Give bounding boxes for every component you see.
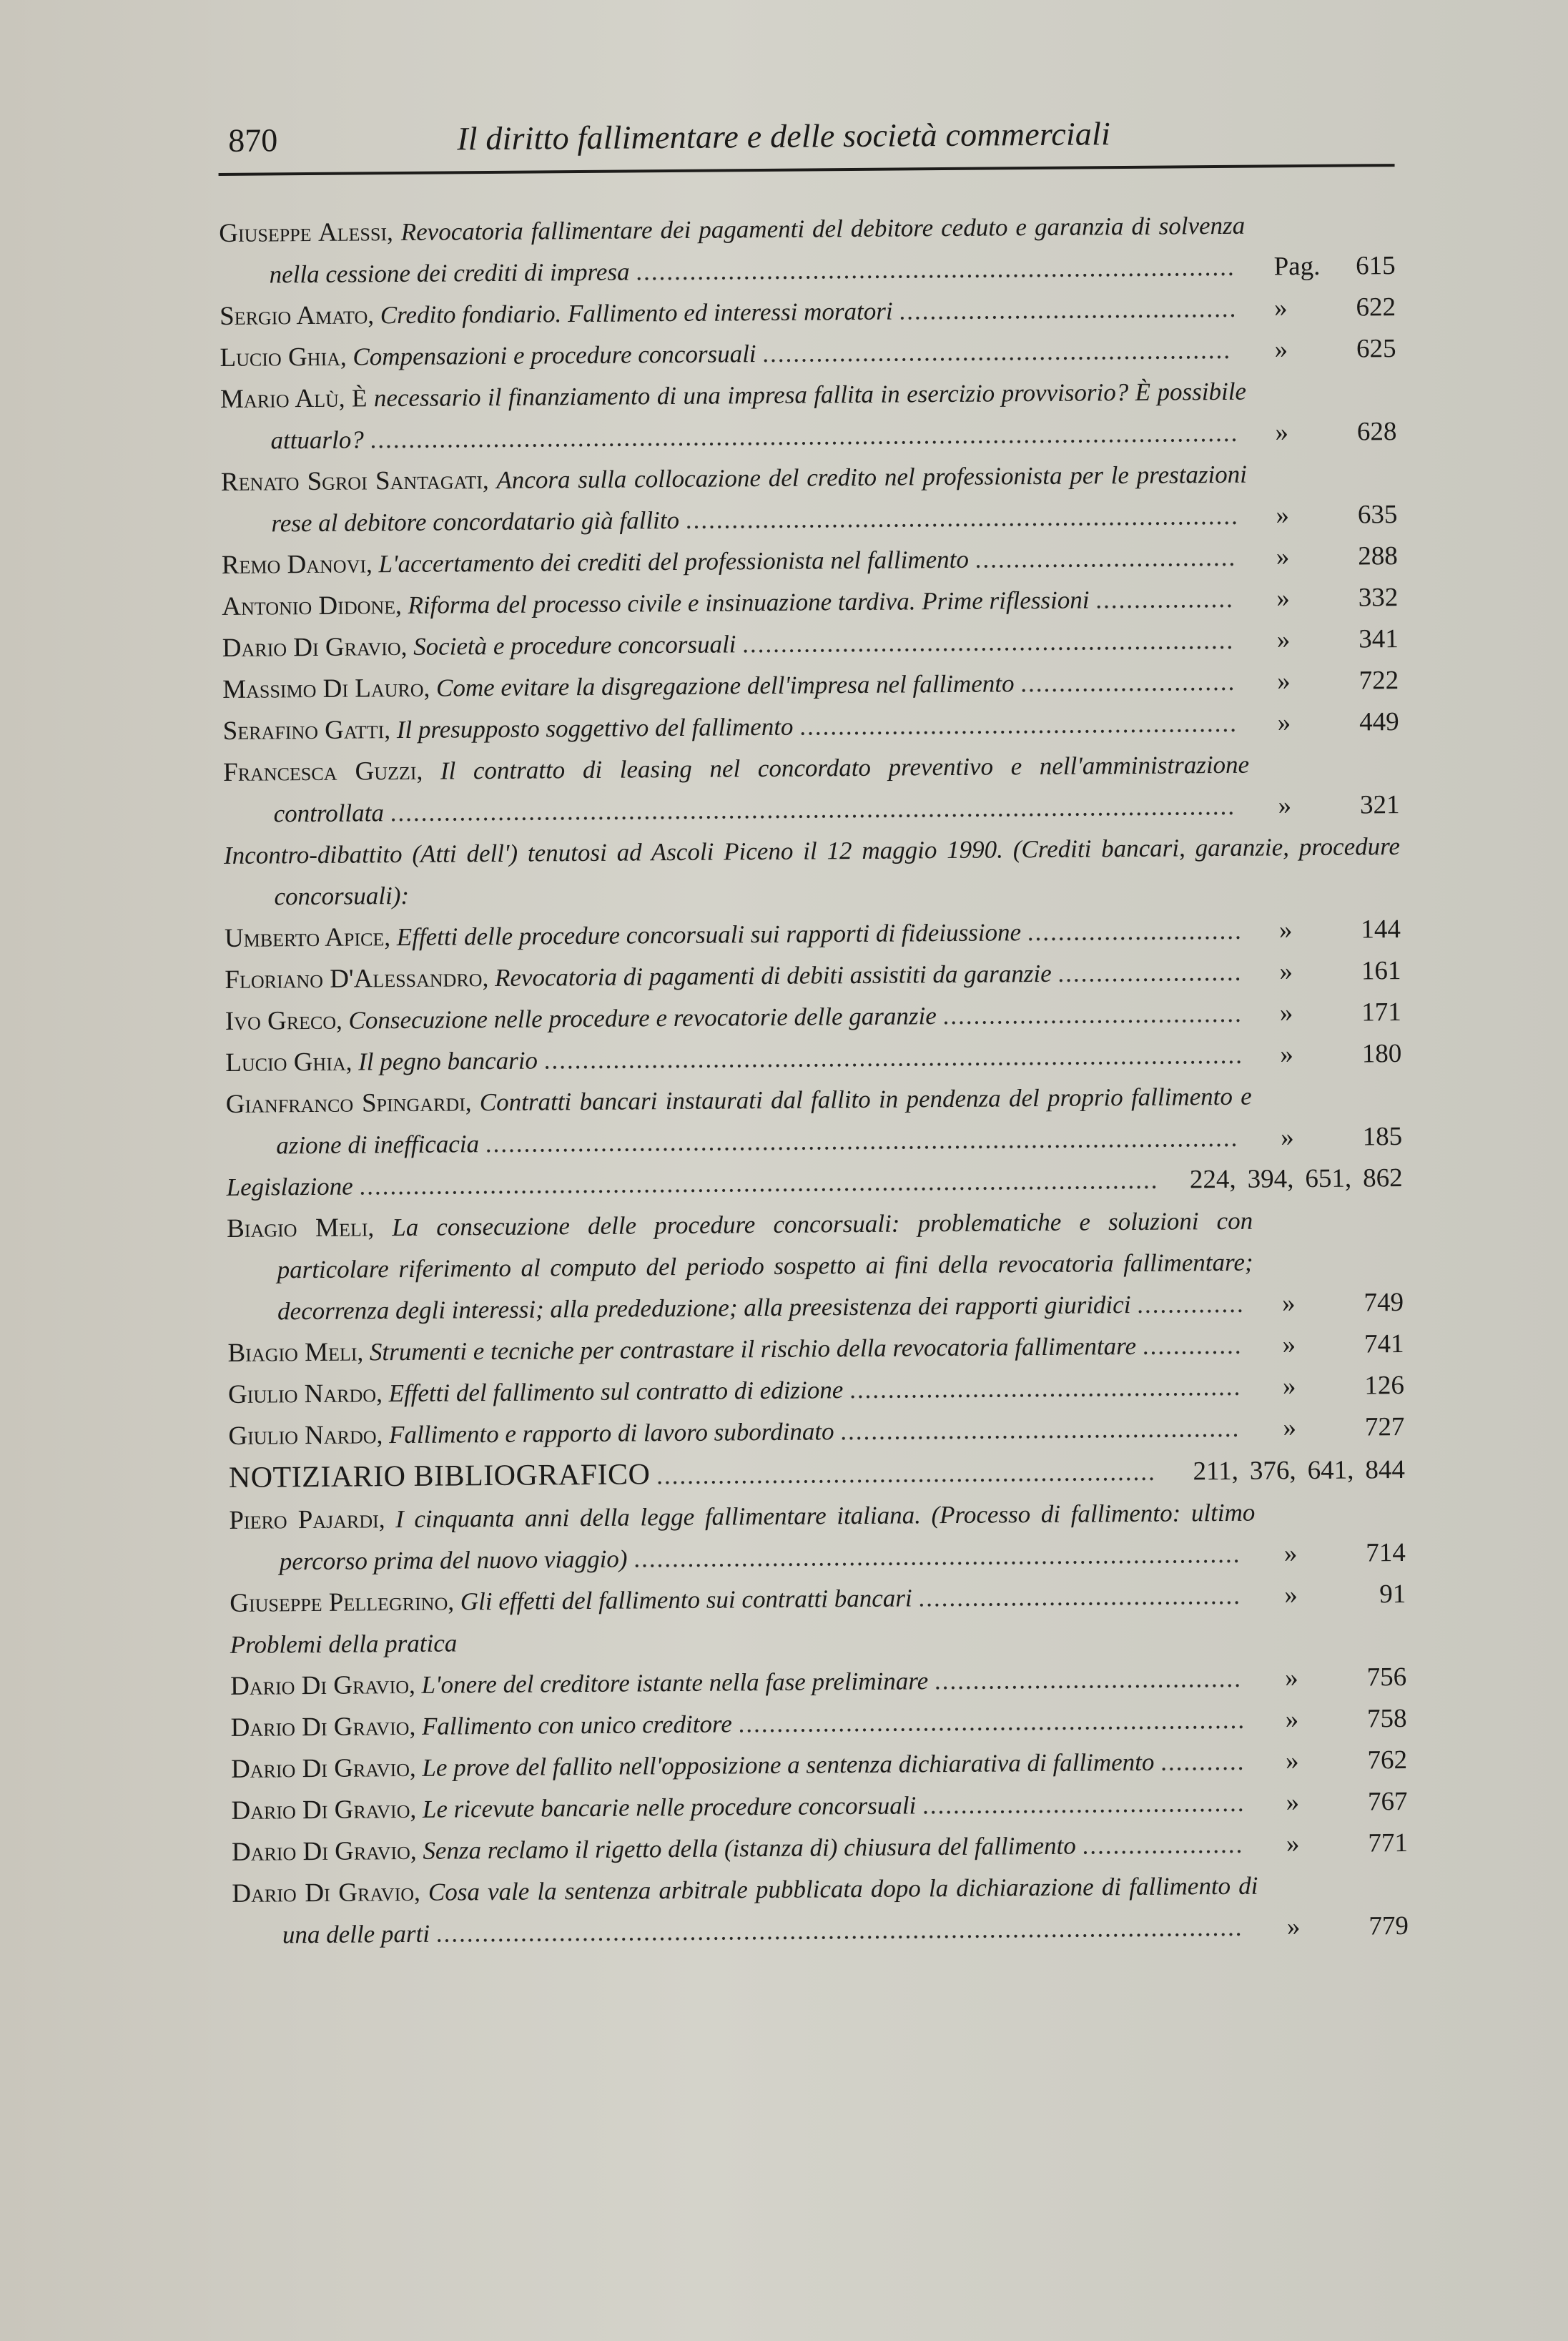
dot-leader: .................................................... xyxy=(840,1414,1241,1446)
article-title: L'accertamento dei crediti del professionista nel fallimento xyxy=(378,545,970,578)
author-name: Remo Danovi xyxy=(221,549,367,580)
table-of-contents xyxy=(219,204,1409,1956)
page-reference xyxy=(1283,1365,1404,1407)
entry-body xyxy=(224,826,1401,918)
page-number: 749 xyxy=(1364,1288,1404,1318)
page-number: 779 xyxy=(1369,1911,1409,1941)
page-reference xyxy=(1286,1823,1408,1865)
toc-entry xyxy=(226,1075,1403,1167)
page-number: 625 xyxy=(1356,334,1396,364)
page-number: 741 xyxy=(1364,1329,1404,1359)
dot-leader: .................................. xyxy=(975,543,1237,573)
page-number: 615 xyxy=(1355,251,1396,281)
dot-leader: .................................................................. xyxy=(738,1705,1246,1738)
author-name: Mario Alù xyxy=(220,383,339,414)
author-name: Francesca Guzzi xyxy=(222,756,417,787)
author-name: Dario Di Gravio xyxy=(232,1877,415,1908)
toc-entry xyxy=(223,743,1400,835)
dot-leader: ............................................................. xyxy=(762,335,1232,368)
author-name: Piero Pajardi xyxy=(229,1504,379,1535)
page-reference xyxy=(1274,328,1396,370)
toc-entry xyxy=(227,1199,1404,1333)
article-title: Strumenti e tecniche per contrastare il rischio della revocatoria fallimentare xyxy=(369,1331,1137,1366)
page-number: 628 xyxy=(1356,417,1397,447)
entry-body: Ivo Greco, Consecuzione nelle procedure e revocatorie delle garanzie ....................................... xyxy=(225,999,1243,1036)
page-reference xyxy=(1279,950,1401,992)
dot-leader: ........................................ xyxy=(934,1664,1243,1695)
author-name: Lucio Ghia xyxy=(220,342,341,373)
page-prefix: » xyxy=(1276,501,1290,531)
page-number: 762 xyxy=(1367,1745,1408,1775)
article-title: Cosa vale la sentenza arbitrale pubblicata dopo la dichiarazione di fallimento di una delle parti xyxy=(282,1871,1258,1949)
page-reference: 224, xyxy=(1189,1164,1236,1195)
page-prefix: » xyxy=(1282,1330,1296,1360)
dot-leader: ........................................................................................................ xyxy=(359,1165,1159,1201)
author-name: Dario Di Gravio xyxy=(231,1835,411,1867)
page-number: 756 xyxy=(1366,1662,1407,1692)
dot-leader: ............................ xyxy=(1020,667,1236,698)
entry-body: Antonio Didone, Riforma del processo civile e insinuazione tardiva. Prime riflessioni .................. xyxy=(222,584,1234,621)
page-number: 722 xyxy=(1359,666,1399,696)
dot-leader: ............. xyxy=(1142,1331,1243,1360)
entry-body: Lucio Ghia, Il pegno bancario ........................................................................................... xyxy=(225,1040,1244,1078)
article-title: I cinquanta anni della legge fallimentare italiana. (Processo di fallimento: ultimo percorso prima del nuovo viaggio) xyxy=(279,1498,1256,1576)
page-prefix: » xyxy=(1274,335,1288,365)
page-reference xyxy=(1286,1781,1407,1823)
page-prefix: » xyxy=(1279,998,1293,1028)
page-number: 771 xyxy=(1368,1828,1409,1858)
page-reference xyxy=(1277,660,1399,702)
author-name: Umberto Apice xyxy=(224,922,385,953)
running-head xyxy=(218,112,1395,176)
dot-leader: ............................................................................... xyxy=(633,1539,1241,1573)
article-title: Le ricevute bancarie nelle procedure concorsuali xyxy=(422,1791,917,1823)
author-name: Dario Di Gravio xyxy=(230,1753,410,1784)
entry-body: Floriano D'Alessandro, Revocatoria di pagamenti di debiti assistiti da garanzie ........................ xyxy=(225,957,1243,995)
page-prefix: Pag. xyxy=(1273,251,1321,282)
page-reference xyxy=(1280,1033,1401,1075)
page-number: 180 xyxy=(1361,1039,1402,1069)
author-name: Dario Di Gravio xyxy=(230,1711,410,1743)
author-name: Dario Di Gravio xyxy=(230,1670,410,1701)
author-name: Antonio Didone xyxy=(222,591,396,621)
page-number: 91 xyxy=(1379,1579,1406,1610)
entry-body: Gianfranco Spingardi, Contratti bancari instaurati dal fallito in pendenza del proprio fallimento e azione di inefficacia .................................................................................................. xyxy=(225,1082,1252,1160)
entry-body: Serafino Gatti, Il presupposto soggettivo del fallimento ......................................................... xyxy=(222,709,1238,746)
dot-leader: ........... xyxy=(1160,1747,1246,1776)
page-prefix: » xyxy=(1285,1746,1299,1776)
page-prefix: » xyxy=(1286,1829,1300,1859)
dot-leader: ..................... xyxy=(1082,1830,1244,1860)
article-title: Consecuzione nelle procedure e revocatorie delle garanzie xyxy=(348,1002,937,1035)
page-reference xyxy=(1283,1406,1404,1449)
page-reference xyxy=(1286,1740,1407,1782)
page-number: 727 xyxy=(1364,1412,1405,1442)
page-reference: 641, xyxy=(1307,1455,1354,1486)
page-reference xyxy=(1276,536,1398,578)
page-reference xyxy=(1284,1532,1406,1574)
entry-body xyxy=(229,1450,1169,1500)
page-number: 635 xyxy=(1357,500,1398,530)
page-number: 126 xyxy=(1364,1371,1405,1401)
page-reference xyxy=(1285,1698,1406,1740)
page-reference xyxy=(1274,287,1396,329)
page-prefix: » xyxy=(1284,1663,1298,1693)
page-reference: 376, xyxy=(1249,1456,1296,1486)
author-name: Dario Di Gravio xyxy=(222,632,401,663)
page-prefix: » xyxy=(1276,583,1290,613)
page-prefix: » xyxy=(1273,293,1288,323)
entry-body: Renato Sgroi Santagati, Ancora sulla collocazione del credito nel professionista per le prestazioni rese al debitore concordatario già fallito ........................................................................ xyxy=(220,460,1248,538)
page-reference xyxy=(1285,1657,1406,1699)
dot-leader: ........................................................................................... xyxy=(543,1040,1244,1075)
dot-leader: ......................................................... xyxy=(799,709,1238,741)
article-title: Ancora sulla collocazione del credito nel professionista per le prestazioni rese al debitore concordatario già fallito xyxy=(271,460,1248,538)
page-reference xyxy=(1280,992,1401,1034)
running-title: Il diritto fallimentare e delle società commerciali xyxy=(456,115,1111,157)
entry-body: Dario Di Gravio, Fallimento con unico creditore .................................................................. xyxy=(230,1705,1246,1743)
page-number: 622 xyxy=(1356,292,1396,322)
toc-entry xyxy=(219,204,1396,296)
entry-body: Remo Danovi, L'accertamento dei crediti del professionista nel fallimento .................................. xyxy=(221,543,1237,580)
author-name: Sergio Amato xyxy=(219,300,368,331)
dot-leader: ....................................... xyxy=(942,999,1243,1030)
page-reference xyxy=(1279,909,1401,951)
entry-body: Umberto Apice, Effetti delle procedure concorsuali sui rapporti di fideiussione ............................ xyxy=(224,916,1243,953)
toc-entry xyxy=(232,1864,1409,1956)
entry-body xyxy=(226,1160,1166,1208)
author-name: Renato Sgroi Santagati xyxy=(220,465,483,497)
article-title: necessario il finanziamento di una impresa fallita in esercizio provvisorio? È possibile attuarlo? xyxy=(270,377,1247,455)
author-name: Massimo Di Lauro xyxy=(222,673,424,704)
toc-entry xyxy=(221,453,1398,545)
article-title: Contratti bancari instaurati dal fallito in pendenza del proprio fallimento e azione di inefficacia xyxy=(276,1082,1252,1160)
dot-leader: ........................ xyxy=(1057,957,1243,987)
page-number: 332 xyxy=(1358,583,1399,613)
entry-body: Dario Di Gravio, Le prove del fallito nell'opposizione a sentenza dichiarativa di fallimento ........... xyxy=(230,1747,1246,1784)
page-references xyxy=(1193,1449,1405,1492)
article-title: Le prove del fallito nell'opposizione a sentenza dichiarativa di fallimento xyxy=(422,1748,1155,1782)
toc-entry xyxy=(220,370,1397,462)
page-reference xyxy=(1281,1116,1402,1158)
page-number: 449 xyxy=(1359,707,1399,737)
page-number: 714 xyxy=(1366,1538,1406,1568)
page-reference xyxy=(1282,1282,1404,1324)
article-title: Il pegno bancario xyxy=(358,1046,538,1076)
page-reference: 211, xyxy=(1193,1456,1239,1487)
entry-body: Piero Pajardi, I cinquanta anni della legge fallimentare italiana. (Processo di fallimento: ultimo percorso prima del nuovo viaggio) ............................................................................... xyxy=(229,1498,1256,1576)
toc-entry xyxy=(229,1491,1406,1583)
page-prefix: » xyxy=(1280,1040,1293,1070)
page-prefix: » xyxy=(1285,1705,1299,1735)
page-reference: 651, xyxy=(1305,1163,1352,1194)
page-reference xyxy=(1276,577,1398,619)
article-title: L'onere del creditore istante nella fase preliminare xyxy=(421,1667,929,1699)
article-title: Compensazioni e procedure concorsuali xyxy=(352,340,756,371)
entry-body: Dario Di Gravio, L'onere del creditore istante nella fase preliminare ........................................ xyxy=(230,1664,1243,1701)
dot-leader: ................................................................. xyxy=(656,1457,1156,1490)
entry-body: Giulio Nardo, Fallimento e rapporto di lavoro subordinato .................................................... xyxy=(228,1414,1241,1451)
page-number: 321 xyxy=(1359,790,1400,820)
book-page xyxy=(218,112,1409,1956)
article-title: Fallimento con unico creditore xyxy=(421,1710,732,1740)
page-number: 758 xyxy=(1366,1704,1407,1734)
page-prefix: » xyxy=(1276,625,1291,655)
dot-leader: ................................................... xyxy=(849,1372,1242,1404)
page-reference xyxy=(1284,1574,1406,1616)
author-name: Lucio Ghia xyxy=(225,1047,346,1078)
section-heading: Legislazione xyxy=(226,1172,353,1201)
page-reference: 844 xyxy=(1365,1455,1406,1485)
page-number: 161 xyxy=(1361,956,1401,986)
page-prefix: » xyxy=(1278,791,1292,821)
page-prefix: » xyxy=(1275,418,1289,448)
article-title: Il contratto di leasing nel concordato preventivo e nell'amministrazione controllata xyxy=(273,750,1250,828)
article-title: Fallimento e rapporto di lavoro subordinato xyxy=(388,1417,834,1449)
article-title: Come evitare la disgregazione dell'impresa nel fallimento xyxy=(435,669,1015,702)
entry-body: Dario Di Gravio, Le ricevute bancarie nelle procedure concorsuali .......................................... xyxy=(231,1788,1246,1825)
entry-body: Francesca Guzzi, Il contratto di leasing nel concordato preventivo e nell'amministrazione controllata .............................................................................................................. xyxy=(222,750,1250,828)
page-prefix: » xyxy=(1278,915,1293,945)
article-title: Effetti del fallimento sul contratto di edizione xyxy=(388,1376,844,1408)
section-heading: Incontro-dibattito (Atti dell') tenutosi ad Ascoli Piceno il 12 maggio 1990. (Crediti bancari, garanzie, procedure concorsuali): xyxy=(223,832,1401,911)
section-heading: Problemi della pratica xyxy=(230,1629,458,1659)
article-title: Senza reclamo il rigetto della (istanza di) chiusura del fallimento xyxy=(423,1831,1076,1865)
author-name: Biagio Meli xyxy=(227,1337,358,1368)
page-prefix: » xyxy=(1283,1539,1298,1569)
section-heading: NOTIZIARIO BIBLIOGRAFICO xyxy=(228,1458,651,1494)
page-prefix: » xyxy=(1282,1371,1296,1401)
entry-body: Biagio Meli, Strumenti e tecniche per contrastare il rischio della revocatoria fallimentare ............. xyxy=(227,1331,1243,1368)
article-title: Credito fondiario. Fallimento ed interessi moratori xyxy=(380,297,893,330)
dot-leader: .............................................................................................................. xyxy=(390,792,1236,827)
page-prefix: » xyxy=(1277,666,1291,696)
page-references xyxy=(1190,1158,1403,1201)
page-reference: 394, xyxy=(1247,1164,1294,1194)
author-name: Serafino Gatti xyxy=(222,715,385,746)
page-prefix: » xyxy=(1276,542,1290,572)
page-number: 767 xyxy=(1367,1787,1408,1817)
dot-leader: ........................................................................ xyxy=(685,501,1239,534)
page-reference xyxy=(1277,618,1399,661)
page-reference xyxy=(1278,784,1399,827)
page-reference xyxy=(1287,1906,1409,1948)
article-title: Società e procedure concorsuali xyxy=(413,630,736,661)
entry-body: Dario Di Gravio, Società e procedure concorsuali ................................................................ xyxy=(222,626,1235,663)
dot-leader: .................................................................................................. xyxy=(485,1123,1239,1158)
author-name: Giulio Nardo xyxy=(227,1379,377,1409)
page-reference xyxy=(1275,411,1396,453)
author-name: Gianfranco Spingardi xyxy=(225,1088,465,1119)
page-number: 288 xyxy=(1358,541,1398,571)
dot-leader: .......................................... xyxy=(918,1581,1242,1612)
title-prefix: È xyxy=(351,384,368,413)
page-number: 185 xyxy=(1362,1122,1403,1152)
author-name: Dario Di Gravio xyxy=(231,1794,410,1825)
toc-entry xyxy=(224,826,1401,918)
dot-leader: .............. xyxy=(1137,1289,1245,1319)
entry-body: Massimo Di Lauro, Come evitare la disgregazione dell'impresa nel fallimento ............................ xyxy=(222,667,1236,704)
entry-body: Sergio Amato, Credito fondiario. Fallimento ed interessi moratori ............................................ xyxy=(219,294,1238,331)
article-title: Revocatoria fallimentare dei pagamenti del debitore ceduto e garanzia di solvenza nella cessione dei crediti di impresa xyxy=(269,211,1246,289)
page-number: 171 xyxy=(1361,997,1401,1027)
author-name: Giuseppe Alessi xyxy=(219,217,388,248)
article-title: Revocatoria di pagamenti di debiti assistiti da garanzie xyxy=(494,959,1052,992)
entry-body: Lucio Ghia, Compensazioni e procedure concorsuali ............................................................. xyxy=(220,335,1232,373)
author-name: Biagio Meli xyxy=(227,1213,368,1243)
dot-leader: .......................................... xyxy=(922,1788,1246,1820)
dot-leader: .................. xyxy=(1095,584,1234,614)
article-title: Gli effetti del fallimento sui contratti bancari xyxy=(460,1584,912,1616)
page-reference xyxy=(1276,494,1397,536)
dot-leader: ................................................................ xyxy=(742,626,1235,659)
entry-body: Giuseppe Pellegrino, Gli effetti del fallimento sui contratti bancari .......................................... xyxy=(230,1581,1242,1618)
author-name: Ivo Greco xyxy=(225,1005,337,1036)
page-reference xyxy=(1277,701,1399,744)
entry-body: Dario Di Gravio, Cosa vale la sentenza arbitrale pubblicata dopo la dichiarazione di fallimento di una delle parti ......................................................................................................... xyxy=(232,1871,1258,1949)
entry-body: Giuseppe Alessi, Revocatoria fallimentare dei pagamenti del debitore ceduto e garanzia di solvenza nella cessione dei crediti di impresa .............................................................................. xyxy=(219,211,1246,289)
page-number: 870 xyxy=(228,122,278,159)
page-prefix: » xyxy=(1286,1912,1301,1942)
author-name: Giuseppe Pellegrino xyxy=(230,1587,448,1618)
entry-body: Biagio Meli, La consecuzione delle procedure concorsuali: problematiche e soluzioni con particolare riferimento al computo del periodo sospetto ai fini della revocatoria fallimentare; decorrenza degli interessi; alla prededuzione; alla preesistenza dei rapporti giuridici .............. xyxy=(227,1206,1253,1326)
page-reference xyxy=(1282,1324,1404,1366)
page-prefix: » xyxy=(1283,1413,1297,1443)
dot-leader: ................................................................................................................. xyxy=(370,418,1239,454)
entry-body: Dario Di Gravio, Senza reclamo il rigetto della (istanza di) chiusura del fallimento ..................... xyxy=(231,1830,1244,1867)
dot-leader: .............................................................................. xyxy=(636,252,1236,286)
dot-leader: ......................................................................................................... xyxy=(435,1913,1243,1948)
page-prefix: » xyxy=(1281,1123,1294,1153)
page-prefix: » xyxy=(1284,1580,1298,1610)
page-number: 144 xyxy=(1361,915,1401,945)
page-prefix: » xyxy=(1279,957,1293,987)
entry-body: Giulio Nardo, Effetti del fallimento sul contratto di edizione ................................................... xyxy=(227,1372,1242,1409)
page-reference: 862 xyxy=(1362,1163,1403,1193)
page-reference xyxy=(1273,245,1395,287)
page-number: 341 xyxy=(1359,624,1399,654)
article-title: Effetti delle procedure concorsuali sui rapporti di fideiussione xyxy=(396,918,1022,952)
author-name: Giulio Nardo xyxy=(228,1420,377,1451)
page-prefix: » xyxy=(1281,1288,1296,1319)
dot-leader: ............................................ xyxy=(899,294,1238,325)
author-name: Floriano D'Alessandro xyxy=(225,963,483,995)
page-prefix: » xyxy=(1277,708,1291,738)
dot-leader: ............................ xyxy=(1027,916,1243,947)
entry-body: Mario Alù, È necessario il finanziamento di una impresa fallita in esercizio provvisorio? È possibile attuarlo? ................................................................................................................. xyxy=(220,377,1247,455)
article-title: La consecuzione delle procedure concorsuali: problematiche e soluzioni con particolare riferimento al computo del periodo sospetto ai fini della revocatoria fallimentare; decorrenza degli interessi; alla prededuzione; alla preesistenza dei rapporti giuridici xyxy=(277,1206,1253,1326)
page-prefix: » xyxy=(1286,1788,1300,1818)
article-title: Riforma del processo civile e insinuazione tardiva. Prime riflessioni xyxy=(408,586,1090,619)
article-title: Il presupposto soggettivo del fallimento xyxy=(396,712,794,744)
